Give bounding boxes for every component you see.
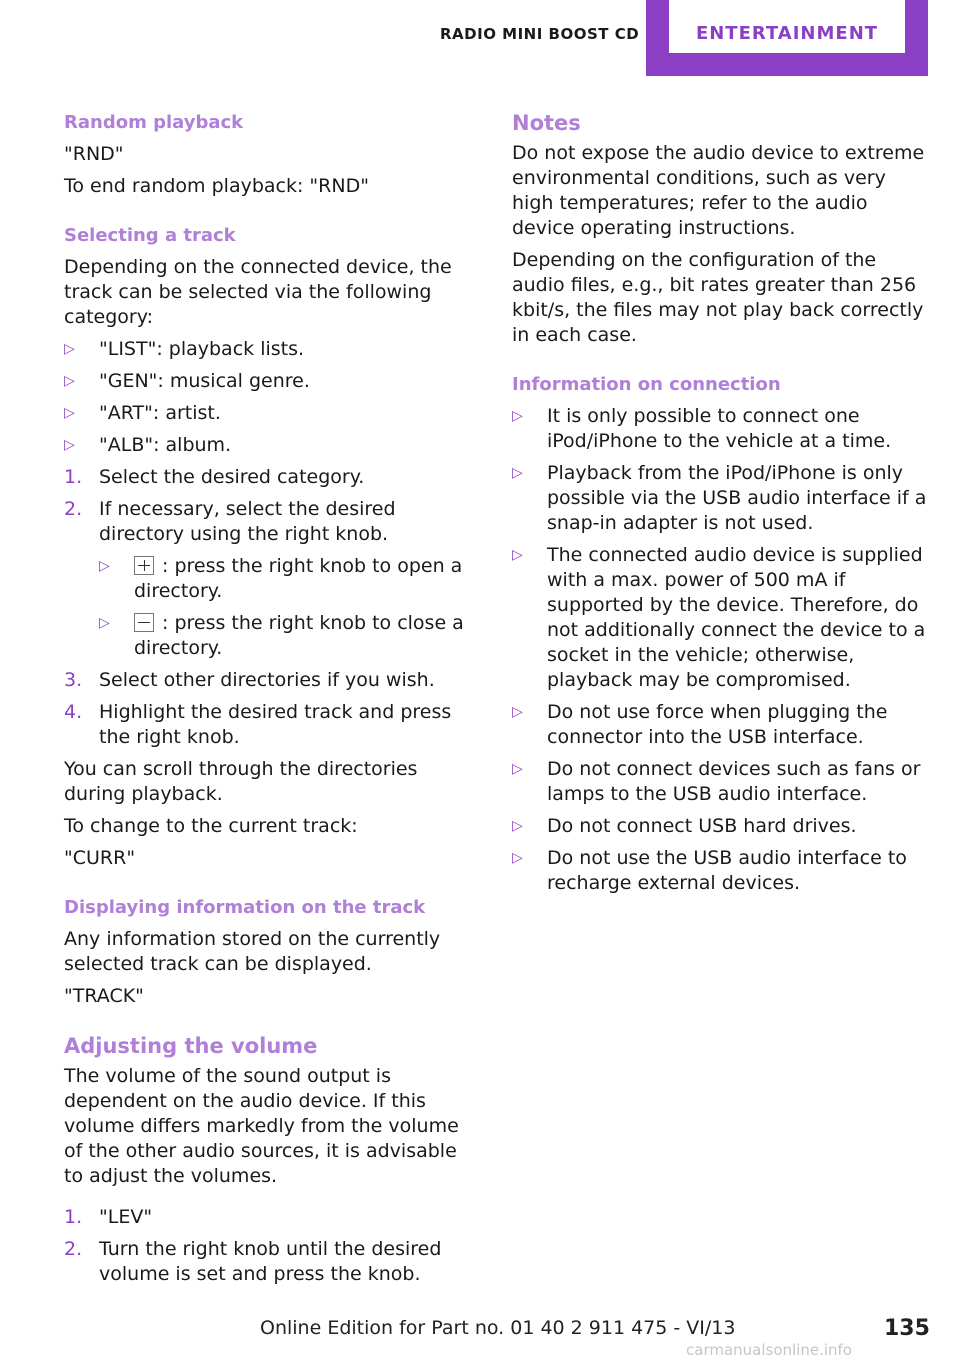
triangle-bullet-icon: ▷ <box>64 405 75 421</box>
left-column <box>64 110 479 1294</box>
random-playback-heading: Random playback <box>64 112 244 133</box>
volume-text: The volume of the sound output is dependent on the audio device. If this volume differs markedly from the volume of the other audio sources, it is advisable to adjust the volumes. <box>64 1065 459 1187</box>
header-tab <box>646 0 928 76</box>
triangle-bullet-icon: ▷ <box>99 558 110 574</box>
step-item: 2. If necessary, select the desired directory using the right knob. ▷ : press the right knob to open a directory. ▷ : press the right knob to close a directory. <box>64 497 479 661</box>
list-item: ▷ Do not use the USB audio interface to recharge external devices. <box>512 847 907 894</box>
triangle-bullet-icon: ▷ <box>512 818 523 834</box>
list-item: ▷ "LIST": playback lists. <box>64 338 305 360</box>
substep-item: ▷ : press the right knob to close a directory. <box>99 612 464 659</box>
right-column <box>512 110 930 903</box>
category-list <box>64 337 479 458</box>
step-item: 3. Select other directories if you wish. <box>64 669 435 691</box>
triangle-bullet-icon: ▷ <box>64 437 75 453</box>
display-info-text: Any information stored on the currently selected track can be displayed. <box>64 928 441 975</box>
connection-list <box>512 404 930 896</box>
step-number: 2. <box>64 1238 83 1260</box>
list-item: ▷ "ALB": album. <box>64 434 232 456</box>
selecting-intro: Depending on the connected device, the track can be selected via the following category: <box>64 256 452 328</box>
notes-paragraph: Do not expose the audio device to extreme environmental conditions, such as very high temperatures; refer to the audio device operating instructions. <box>512 142 925 239</box>
selecting-track-heading: Selecting a track <box>64 225 236 246</box>
list-item: ▷ Playback from the iPod/iPhone is only possible via the USB audio interface if a snap-in adapter is not used. <box>512 462 927 534</box>
list-item: ▷ It is only possible to connect one iPod/iPhone to the vehicle at a time. <box>512 405 892 452</box>
step-number: 2. <box>64 498 83 520</box>
triangle-bullet-icon: ▷ <box>99 615 110 631</box>
minus-box-icon <box>134 613 154 632</box>
footer-edition: Online Edition for Part no. 01 40 2 911 475 - VI/13 <box>260 1317 736 1339</box>
notes-heading: Notes <box>512 111 581 135</box>
list-item: ▷ "GEN": musical genre. <box>64 370 310 392</box>
list-item: ▷ "ART": artist. <box>64 402 221 424</box>
selection-steps <box>64 465 479 750</box>
scroll-text: You can scroll through the directories during playback. <box>64 758 418 805</box>
page-number: 135 <box>884 1316 930 1341</box>
watermark: carmanualsonline.info <box>686 1341 852 1359</box>
change-track-text: To change to the current track: <box>64 815 358 837</box>
connection-heading: Information on connection <box>512 374 781 395</box>
plus-box-icon <box>134 556 154 575</box>
step-item: 4. Highlight the desired track and press the right knob. <box>64 701 452 748</box>
step-item: 2. Turn the right knob until the desired volume is set and press the knob. <box>64 1238 442 1285</box>
step-number: 1. <box>64 466 83 488</box>
triangle-bullet-icon: ▷ <box>512 761 523 777</box>
step-number: 3. <box>64 669 83 691</box>
step-number: 1. <box>64 1206 83 1228</box>
random-end-text: To end random playback: "RND" <box>64 175 369 197</box>
track-command: "TRACK" <box>64 985 144 1007</box>
list-item: ▷ Do not connect USB hard drives. <box>512 815 857 837</box>
triangle-bullet-icon: ▷ <box>512 465 523 481</box>
triangle-bullet-icon: ▷ <box>64 341 75 357</box>
list-item: ▷ Do not connect devices such as fans or lamps to the USB audio interface. <box>512 758 921 805</box>
random-command: "RND" <box>64 143 124 165</box>
triangle-bullet-icon: ▷ <box>512 408 523 424</box>
substep-item: ▷ : press the right knob to open a directory. <box>99 555 463 602</box>
step-item: 1. Select the desired category. <box>64 466 365 488</box>
notes-paragraph: Depending on the configuration of the audio files, e.g., bit rates greater than 256 kbit/s, the files may not play back correctly in each case. <box>512 249 924 346</box>
display-info-heading: Displaying information on the track <box>64 897 426 918</box>
list-item: ▷ Do not use force when plugging the connector into the USB interface. <box>512 701 888 748</box>
volume-heading: Adjusting the volume <box>64 1034 318 1058</box>
header-tab-label: ENTERTAINMENT <box>669 0 905 53</box>
curr-command: "CURR" <box>64 847 136 869</box>
step-item: 1. "LEV" <box>64 1206 153 1228</box>
triangle-bullet-icon: ▷ <box>512 547 523 563</box>
step-number: 4. <box>64 701 83 723</box>
triangle-bullet-icon: ▷ <box>512 850 523 866</box>
directory-substeps <box>99 554 479 661</box>
list-item: ▷ The connected audio device is supplied with a max. power of 500 mA if supported by the device. Therefore, do not additionally connect the device to a socket in the vehicle; otherwise, playback may be compromised. <box>512 544 926 691</box>
volume-steps <box>64 1205 479 1287</box>
triangle-bullet-icon: ▷ <box>64 373 75 389</box>
triangle-bullet-icon: ▷ <box>512 704 523 720</box>
header-section-title: RADIO MINI BOOST CD <box>440 25 640 43</box>
